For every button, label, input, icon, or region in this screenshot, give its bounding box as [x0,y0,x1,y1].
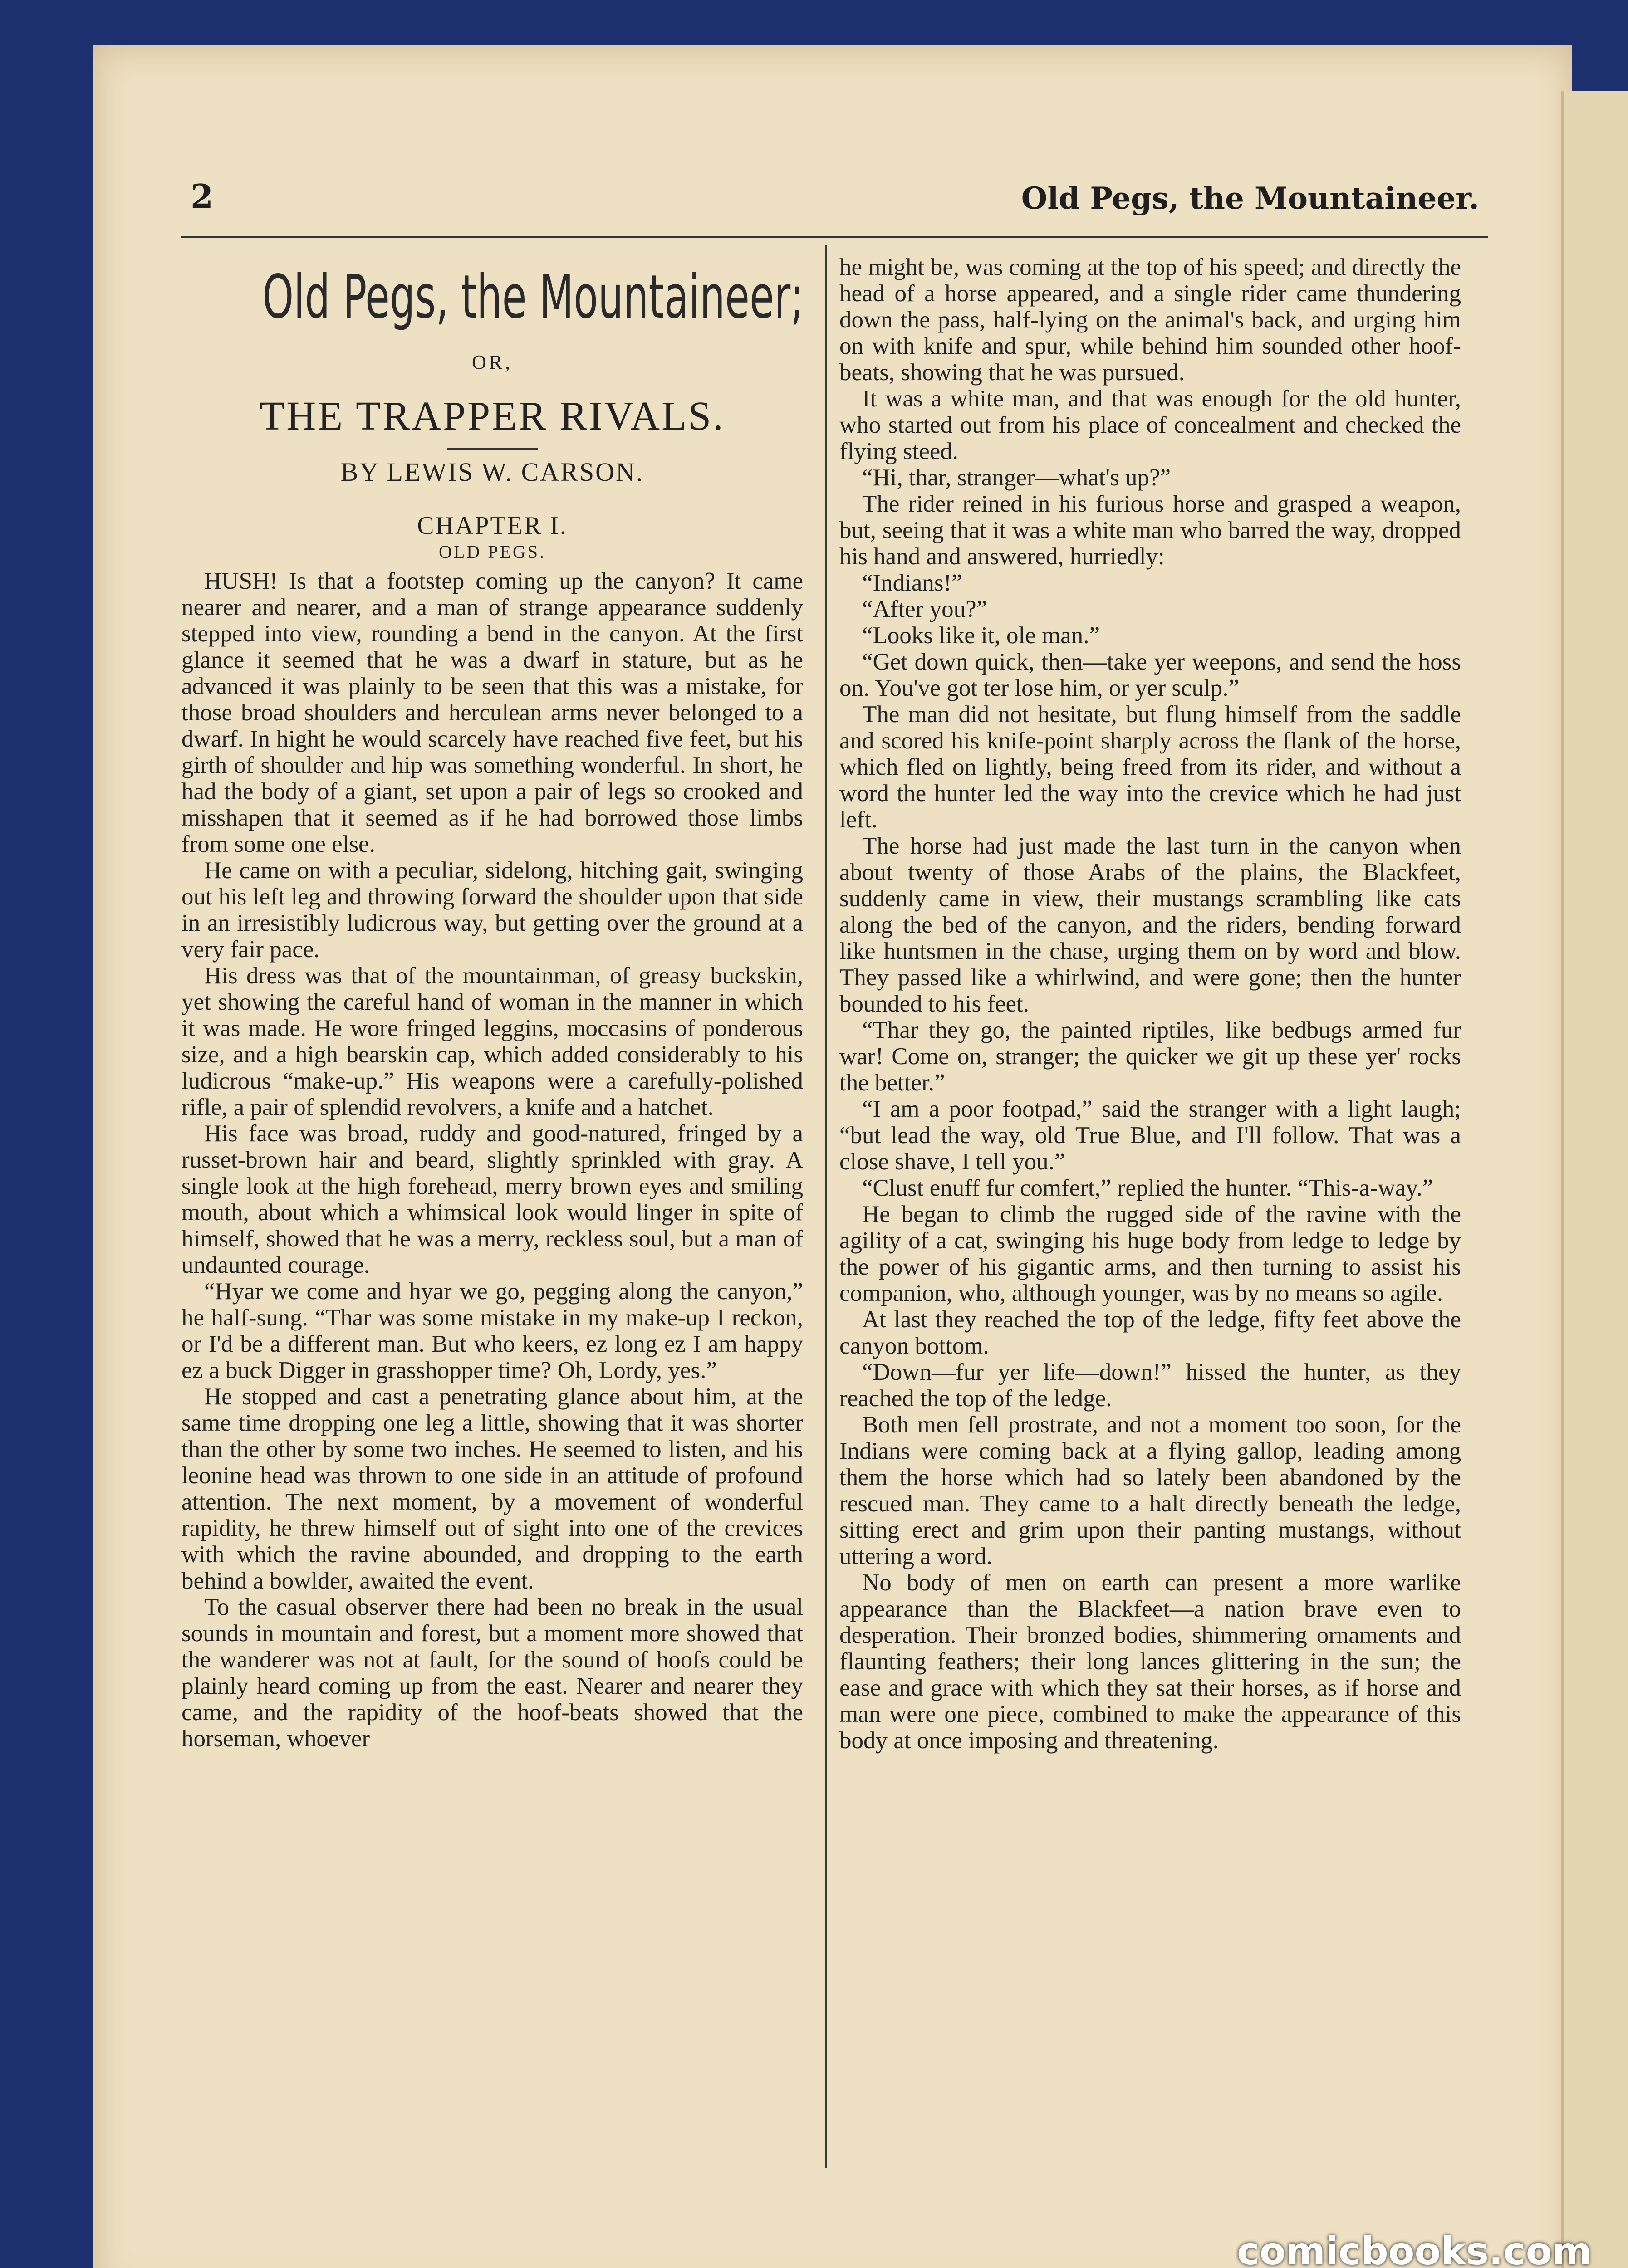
chapter-heading: CHAPTER I. [417,512,568,540]
page-header [181,159,1488,238]
paragraph: The horse had just made the last turn in the canyon when about twenty of those Arabs of the plains, the Blackfeet, suddenly came in view, their mustangs scrambling like cats along the bed of the canyon, and the riders, bending forward like huntsmen in the chase, urging them on by word and blow. They passed like a whirlwind, and were gone; then the hunter bounded to his feet. [839,833,1461,1017]
title-or: OR, [471,351,513,373]
paragraph: Both men fell prostrate, and not a moment too soon, for the Indians were coming back at a flying gallop, leading among them the horse which had so lately been abandoned by the rescued man. They came to a halt directly beneath the ledge, sitting erect and grim upon their panting mustangs, without uttering a word. [839,1412,1461,1569]
paragraph: His dress was that of the mountainman, of greasy buckskin, yet showing the careful hand of woman in the manner in which it was made. He wore fringed leggins, moccasins of ponderous size, and a high bearskin cap, which added considerably to his ludicrous “make-up.” His weapons were a carefully-polished rifle, a pair of splendid revolvers, a knife and a hatchet. [181,963,803,1120]
paragraph: To the casual observer there had been no break in the usual sounds in mountain and forest, but a moment more showed that the wanderer was not at fault, for the sound of hoofs could be plainly heard coming up from the east. Nearer and nearer they came, and the rapidity of the hoof-beats showed that the horseman, whoever [181,1594,803,1752]
paragraph: “Hyar we come and hyar we go, pegging along the canyon,” he half-sung. “Thar was some mistake in my make-up I reckon, or I'd be a different man. But who keers, ez long ez I am happy ez a buck Digger in grasshopper time? Oh, Lordy, yes.” [181,1278,803,1383]
paragraph: “Hi, thar, stranger—what's up?” [862,464,1171,491]
byline: BY LEWIS W. CARSON. [340,457,644,487]
paragraph: “After you?” [862,596,987,622]
paragraph: The man did not hesitate, but flung himself from the saddle and scored his knife-point sharply across the flank of the horse, which fled on lightly, being freed from its rider, and without a word the hunter led the way into the crevice which he had just left. [839,701,1461,833]
paragraph: “Thar they go, the painted riptiles, like bedbugs armed fur war! Come on, stranger; the quicker we git up these yer' rocks the better.” [839,1017,1461,1096]
story-title: Old Pegs, the Mountaineer; [262,262,804,332]
paragraph: “Down—fur yer life—down!” hissed the hunter, as they reached the top of the ledge. [839,1359,1461,1412]
paragraph: It was a white man, and that was enough for the old hunter, who started out from his place of concealment and checked the flying steed. [839,386,1461,464]
left-column [181,254,803,1752]
paragraph: he might be, was coming at the top of his speed; and directly the head of a horse appeared, and a single rider came thundering down the pass, half-lying on the animal's back, and urging him on with knife and spur, while behind him sounded other hoof-beats, showing that he was pursued. [839,254,1461,386]
paragraph: “I am a poor footpad,” said the stranger with a light laugh; “but lead the way, old True Blue, and I'll follow. That was a close shave, I tell you.” [839,1096,1461,1175]
column-rule [825,245,827,2168]
paragraph: The rider reined in his furious horse and grasped a weapon, but, seeing that it was a white man who barred the way, dropped his hand and answered, hurriedly: [839,491,1461,570]
paragraph: At last they reached the top of the ledge, fifty feet above the canyon bottom. [839,1306,1461,1359]
page-number: 2 [191,177,214,215]
paragraph: His face was broad, ruddy and good-natured, fringed by a russet-brown hair and beard, slightly sprinkled with gray. A single look at the high forehead, merry brown eyes and smiling mouth, about which a whimsical look would linger in spite of himself, showed that he was a merry, reckless soul, but a man of undaunted courage. [181,1120,803,1278]
running-head: Old Pegs, the Mountaineer. [1021,181,1479,216]
right-column [839,254,1461,1754]
chapter-title: OLD PEGS. [438,542,546,562]
paragraph: “Indians!” [862,570,962,596]
paragraph: He came on with a peculiar, sidelong, hitching gait, swinging out his left leg and throwing forward the shoulder upon that side in an irresistibly ludicrous way, but getting over the ground at a very fair pace. [181,857,803,963]
paragraph: No body of men on earth can present a more warlike appearance than the Blackfeet—a nation brave even to desperation. Their bronzed bodies, shimmering ornaments and flaunting feathers; their long lances glittering in the sun; the ease and grace with which they sat their horses, as if horse and man were one piece, combined to make the appearance of this body at once imposing and threatening. [839,1569,1461,1754]
title-divider [447,448,538,450]
story-subtitle: THE TRAPPER RIVALS. [260,394,725,439]
paragraph: He stopped and cast a penetrating glance about him, at the same time dropping one leg a little, showing that it was shorter than the other by some two inches. He seemed to listen, and his leonine head was thrown to one side in an attitude of profound attention. The next moment, by a movement of wonderful rapidity, he threw himself out of sight into one of the crevices with which the ravine abounded, and dropping to the earth behind a bowlder, awaited the event. [181,1383,803,1594]
paragraph: HUSH! Is that a footstep coming up the canyon? It came nearer and nearer, and a man of strange appearance suddenly stepped into view, rounding a bend in the canyon. At the first glance it seemed that he was a dwarf in stature, but as he advanced it was plainly to be seen that this was a mistake, for those broad shoulders and herculean arms never belonged to a dwarf. In hight he would scarcely have reached five feet, but his girth of shoulder and hip was something wonderful. In short, he had the body of a giant, set upon a pair of legs so crooked and misshapen that it seemed as if he had borrowed those limbs from some one else. [181,568,803,857]
watermark: comicbooks.com [1237,2229,1592,2268]
paragraph: He began to climb the rugged side of the ravine with the agility of a cat, swinging his huge body from ledge to ledge by the power of his gigantic arms, and then turning to assist his companion, who, although younger, was by no means so agile. [839,1201,1461,1306]
paragraph: “Get down quick, then—take yer weepons, and send the hoss on. You've got ter lose him, or yer sculp.” [839,649,1461,701]
paragraph: “Looks like it, ole man.” [862,622,1100,649]
next-page-edge [1561,91,1628,2268]
paragraph: “Clust enuff fur comfert,” replied the hunter. “This-a-way.” [862,1175,1433,1201]
